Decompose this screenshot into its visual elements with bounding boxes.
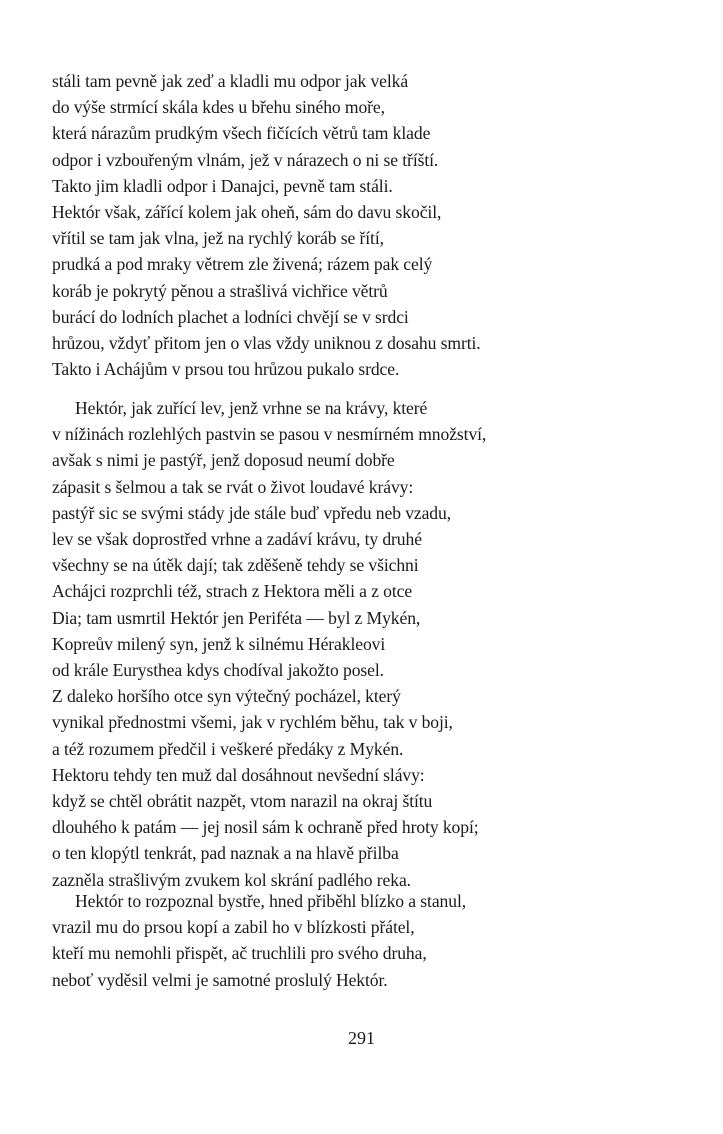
verse-line: Z daleko horšího otce syn výtečný pocházel, který — [52, 686, 401, 707]
verse-line: o ten klopýtl tenkrát, pad naznak a na hlavě přilba — [52, 843, 399, 864]
verse-line: burácí do lodních plachet a lodníci chvějí se v srdci — [52, 306, 409, 327]
verse-line: zápasit s šelmou a tak se rvát o život loudavé krávy: — [52, 476, 414, 497]
verse-line: neboť vyděsil velmi je samotné proslulý Hektór. — [52, 969, 388, 990]
verse-line: Dia; tam usmrtil Hektór jen Periféta — byl z Mykén, — [52, 607, 421, 628]
verse-line: vrazil mu do prsou kopí a zabil ho v blízkosti přátel, — [52, 917, 415, 938]
verse-line: když se chtěl obrátit nazpět, vtom narazil na okraj štítu — [52, 791, 433, 812]
verse-line: odpor i vzbouřeným vlnám, jež v nárazech o ni se tříští. — [52, 149, 439, 170]
page-number: 291 — [348, 1028, 375, 1048]
verse-line: do výše strmící skála kdes u břehu siného moře, — [52, 97, 385, 118]
verse-line: zazněla strašlivým zvukem kol skrání padlého reka. — [52, 869, 411, 890]
verse-line: Takto jim kladli odpor i Danajci, pevně tam stáli. — [52, 175, 393, 196]
verse-line: pastýř sic se svými stády jde stále buď vpředu neb vzadu, — [52, 502, 451, 523]
verse-line: vřítil se tam jak vlna, jež na rychlý koráb se řítí, — [52, 228, 384, 249]
verse-line: Hektór to rozpoznal bystře, hned přiběhl blízko a stanul, — [75, 891, 467, 911]
verse-line: lev se však doprostřed vrhne a zadáví krávu, ty druhé — [52, 529, 422, 550]
verse-line: dlouhého k patám — jej nosil sám k ochraně před hroty kopí; — [52, 817, 479, 838]
verse-line: všechny se na útěk dají; tak zděšeně tehdy se všichni — [52, 555, 419, 576]
verse-line: prudká a pod mraky větrem zle živená; rázem pak celý — [52, 254, 433, 275]
verse-line: Kopreův milený syn, jenž k silnému Hérakleovi — [52, 633, 386, 654]
verse-line: kteří mu nemohli přispět, ač truchlili pro svého druha, — [52, 943, 427, 964]
verse-line: avšak s nimi je pastýř, jenž doposud neumí dobře — [52, 450, 395, 471]
verse-line: Hektór, jak zuřící lev, jenž vrhne se na krávy, které — [75, 398, 428, 418]
stanza — [52, 888, 466, 993]
verse-line: a též rozumem předčil i veškeré předáky z Mykén. — [52, 738, 404, 759]
stanza — [52, 68, 481, 382]
verse-line: v nížinách rozlehlých pastvin se pasou v nesmírném množství, — [52, 424, 487, 445]
verse-line: stáli tam pevně jak zeď a kladli mu odpor jak velká — [52, 71, 409, 91]
verse-line: která nárazům prudkým všech fičících větrů tam klade — [52, 123, 431, 144]
verse-line: od krále Eurysthea kdys chodíval jakožto posel. — [52, 660, 384, 681]
stanza — [52, 395, 486, 893]
verse-line: Achájci rozprchli též, strach z Hektora měli a z otce — [52, 581, 413, 602]
verse-line: Hektoru tehdy ten muž dal dosáhnout nevšední slávy: — [52, 764, 425, 785]
verse-line: hrůzou, vždyť přitom jen o vlas vždy uniknou z dosahu smrti. — [52, 333, 481, 354]
verse-line: koráb je pokrytý pěnou a strašlivá vichřice větrů — [52, 280, 388, 301]
verse-line: Takto i Achájům v prsou tou hrůzou pukalo srdce. — [52, 359, 400, 380]
verse-line: Hektór však, zářící kolem jak oheň, sám do davu skočil, — [52, 202, 442, 223]
verse-line: vynikal přednostmi všemi, jak v rychlém běhu, tak v boji, — [52, 712, 453, 733]
